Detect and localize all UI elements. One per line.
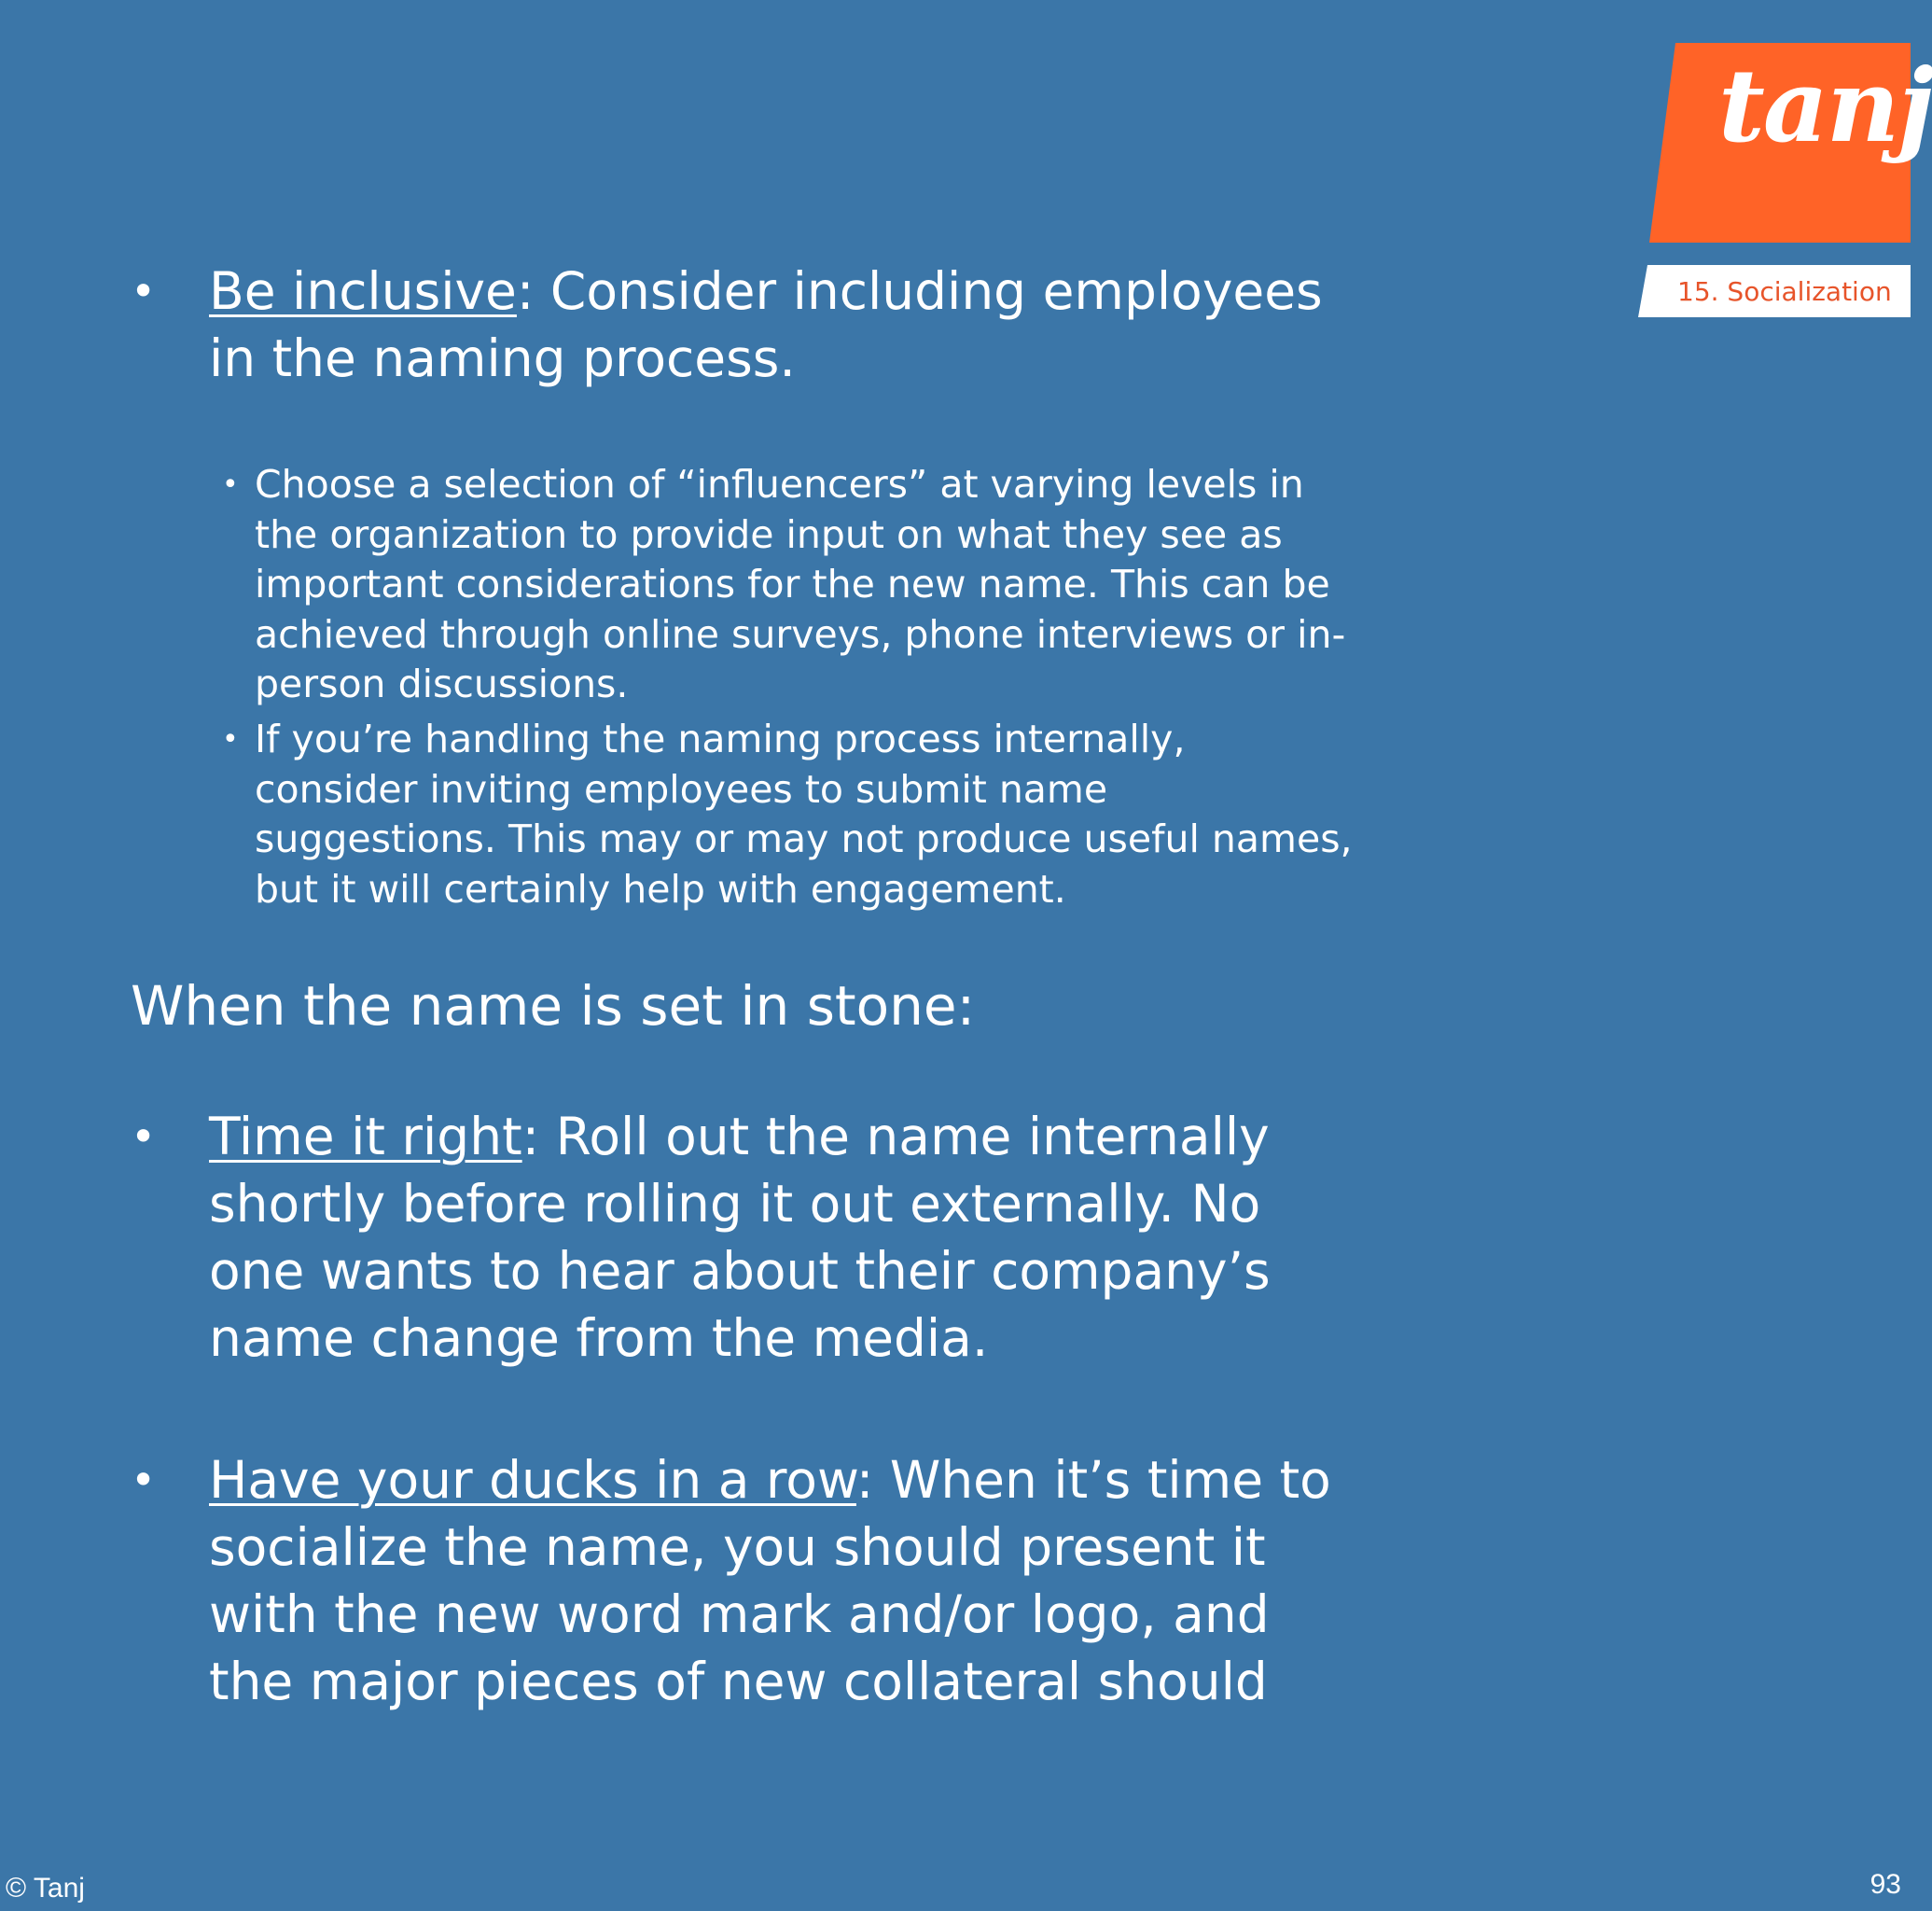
copyright-footer: © Tanj	[6, 1873, 85, 1904]
bullet-ducks-in-a-row	[209, 1446, 1356, 1715]
sub-bullet-influencers: Choose a selection of “influencers” at varying levels in the organization to provide input on what they see as important considerations for the new name. This can be achieved through online surveys, phone interviews or in-person discussions.	[255, 462, 1346, 706]
bullet-lead: Have your ducks in a row	[209, 1450, 856, 1510]
bullet-text: : Roll out the name internally shortly before rolling it out externally. No one wants to hear about their company’s name change from the media.	[209, 1107, 1271, 1368]
bullet-icon: •	[131, 1111, 157, 1162]
bullet-text: : Consider including employees in the naming process.	[209, 261, 1323, 388]
bullet-lead: Be inclusive	[209, 261, 517, 321]
sub-bullet-internal-naming: If you’re handling the naming process internally, consider inviting employees to submit name suggestions. This may or may not produce useful names, but it will certainly help with engagement.	[255, 717, 1353, 912]
tanj-logo: tanj	[1718, 48, 1932, 165]
sub-bullet-icon: •	[222, 468, 239, 501]
bullet-icon: •	[131, 266, 157, 316]
sub-bullet-icon: •	[222, 723, 239, 756]
bullet-icon: •	[131, 1455, 157, 1505]
bullet-time-it-right	[209, 1103, 1356, 1372]
page-number: 93	[1869, 1869, 1901, 1900]
bullet-be-inclusive	[209, 258, 1356, 392]
section-heading: When the name is set in stone:	[131, 974, 976, 1038]
section-tag: 15. Socialization	[1677, 276, 1892, 307]
bullet-text: : When it’s time to socialize the name, you should present it with the new word mark and/or logo, and the major pieces of new collateral should	[209, 1450, 1331, 1711]
bullet-lead: Time it right	[209, 1107, 522, 1166]
